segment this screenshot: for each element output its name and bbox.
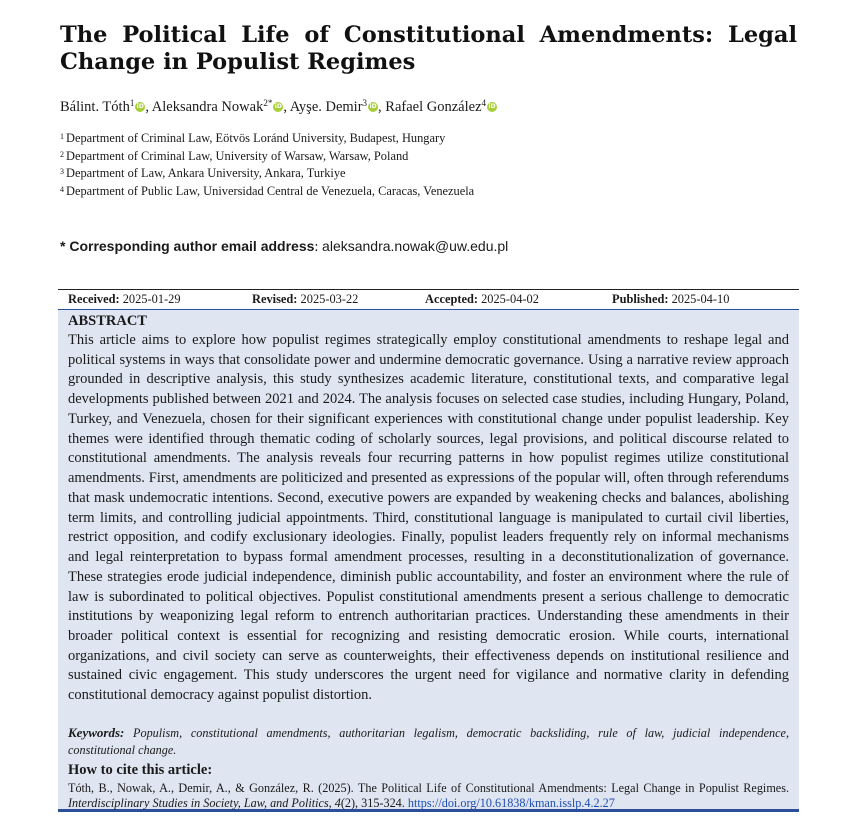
orcid-icon[interactable]: iD — [369, 103, 377, 110]
revised-value: 2025-03-22 — [300, 292, 359, 306]
affiliation-item — [60, 147, 800, 165]
author-superscript: 3 — [362, 98, 368, 108]
author-name: Aleksandra Nowak — [151, 99, 264, 115]
affiliation-text: Department of Criminal Law, Eötvös Loránd University, Budapest, Hungary — [66, 131, 446, 145]
citation-journal: Interdisciplinary Studies in Society, Law, and Politics, 4 — [68, 796, 341, 810]
published-label: Published: — [612, 292, 669, 306]
citation-issue-pages: (2), 315-324. — [340, 796, 405, 810]
accepted-date — [425, 290, 539, 309]
affiliation-list — [60, 129, 800, 199]
article-title: The Political Life of Constitutional Amendments: Legal Change in Populist Regimes — [60, 22, 797, 75]
article-dates-bar — [58, 290, 799, 310]
revised-date — [252, 290, 358, 309]
published-date — [612, 290, 729, 309]
keywords-label: Keywords: — [68, 725, 125, 740]
author-name: Ayşe. Demir — [289, 99, 363, 115]
abstract-box — [58, 289, 799, 812]
corresponding-label: * Corresponding author email address — [60, 238, 315, 254]
affiliation-text: Department of Public Law, Universidad Central de Venezuela, Caracas, Venezuela — [66, 183, 475, 198]
corresponding-author: * Corresponding author email address: aleksandra.nowak@uw.edu.pl — [60, 238, 509, 255]
citation-prefix: Tóth, B., Nowak, A., Demir, A., & González, R. (2025). The Political Life of Constitutional Amendments: Legal Change in Populist Regimes. — [68, 781, 789, 795]
doi-link[interactable]: https://doi.org/10.61838/kman.isslp.4.2.27 — [407, 796, 615, 810]
revised-label: Revised: — [252, 292, 298, 306]
affiliation-number: 4 — [60, 184, 64, 194]
affiliation-number: 3 — [60, 167, 64, 176]
keywords — [68, 725, 789, 758]
affiliation-text: Department of Criminal Law, University of Warsaw, Warsaw, Poland — [66, 148, 409, 163]
citation-heading: How to cite this article: — [68, 762, 213, 778]
affiliation-item — [60, 164, 800, 182]
citation-text — [68, 781, 789, 811]
accepted-value: 2025-04-02 — [481, 292, 539, 306]
orcid-icon[interactable]: iD — [488, 103, 496, 110]
received-label: Received: — [68, 292, 120, 306]
orcid-icon[interactable]: iD — [136, 103, 144, 110]
author-name: Bálint. Tóth — [60, 99, 130, 115]
author-superscript: 1 — [129, 98, 135, 108]
abstract-heading: ABSTRACT — [68, 313, 147, 329]
affiliation-text: Department of Law, Ankara University, Ankara, Turkiye — [66, 166, 346, 180]
author-superscript: 4 — [481, 98, 487, 108]
corresponding-email-link[interactable]: aleksandra.nowak@uw.edu.pl — [322, 238, 509, 254]
keywords-text: Populism, constitutional amendments, authoritarian legalism, democratic backsliding, rule of law, judicial independence, constitutional change. — [68, 726, 790, 757]
affiliation-number: 1 — [60, 132, 64, 141]
received-value: 2025-01-29 — [122, 292, 181, 306]
received-date — [68, 290, 181, 309]
author-superscript: 2* — [263, 98, 273, 108]
published-value: 2025-04-10 — [671, 292, 730, 306]
abstract-text: This article aims to explore how populist regimes strategically employ constitutional amendments to reshape legal and political systems in ways that consolidate power and undermine democratic governance. Using a narrative review approach grounded in descriptive analysis, this study synthesizes academic literature, constitutional texts, and comparative legal developments published between 2021 and 2024. The analysis focuses on selected case studies, including Hungary, Poland, Turkey, and Venezuela, chosen for their significant experiences with constitutional change under populist leadership. Key themes were identified through thematic coding of scholarly sources, legal provisions, and political discourse related to constitutional amendments. The analysis reveals four recurring patterns in how populist regimes utilize constitutional amendments. First, amendments are politicized and presented as expressions of the popular will, often through referendums that mask undemocratic intentions. Second, executive powers are expanded by weakening checks and balances, abolishing term limits, and controlling judicial appointments. Third, constitutional language is manipulated to curtail civil liberties, restrict opposition, and codify exclusionary ideologies. Finally, populist leaders frequently rely on informal mechanisms and legal reinterpretation to bypass formal amendment processes, resulting in a deconstitutionalization of governance. These strategies erode judicial independence, diminish public accountability, and foster an environment where the rule of law is subordinated to political objectives. Populist constitutional amendments present a serious challenge to democratic institutions by weaponizing legal reform to entrench authoritarian practices. Understanding these amendments in their broader political context is essential for recognizing and resisting democratic erosion. While courts, international organizations, and civil society can serve as counterweights, their effectiveness depends on institutional resilience and sustained civic engagement. This study underscores the urgent need for vigilance and normative clarity in defending constitutional democracy against populist distortion. — [68, 332, 789, 704]
affiliation-item — [60, 129, 800, 147]
affiliation-item — [60, 182, 800, 200]
author-list: Bálint. Tóth$^1$ iD, Aleksandra Nowak$^{2*}$ iD, Ayşe. Demir$^3$ iD, Rafael González$^4$ iD — [60, 98, 496, 115]
accepted-label: Accepted: — [425, 292, 478, 306]
author-name: Rafael González — [385, 99, 482, 115]
orcid-icon[interactable]: iD — [274, 103, 282, 110]
affiliation-number: 2 — [60, 149, 64, 159]
